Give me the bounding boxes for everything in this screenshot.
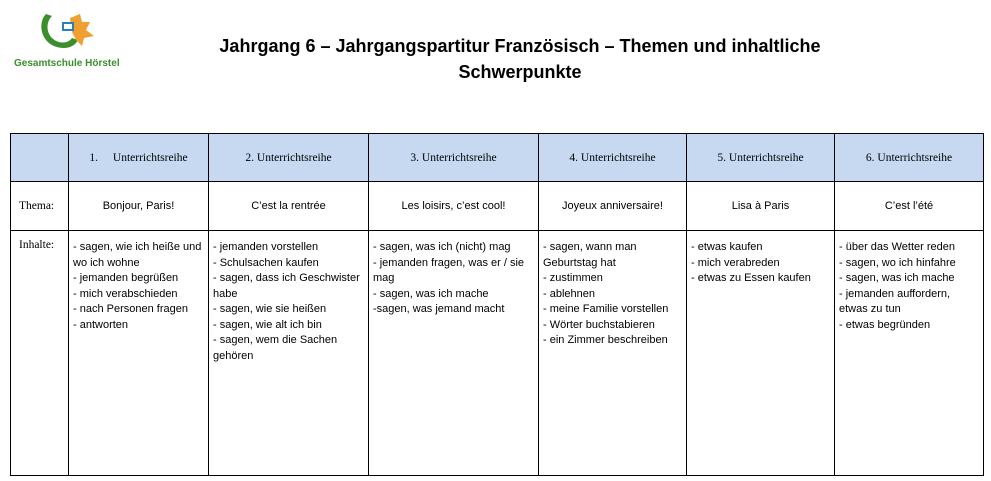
content-item: - mich verabschieden <box>73 287 178 300</box>
content-item: - antworten <box>73 318 129 331</box>
content-item: - etwas zu Essen kaufen <box>691 272 811 284</box>
title-line-1: Jahrgang 6 – Jahrgangspartitur Französisch – Themen und inhaltliche <box>219 36 821 56</box>
content-item: - ablehnen <box>543 287 595 300</box>
content-list <box>369 231 538 318</box>
header-unit-2: 2. Unterrichtsreihe <box>209 134 369 182</box>
content-unit-6 <box>835 231 984 476</box>
content-unit-4 <box>539 231 687 476</box>
theme-unit-5: Lisa à Paris <box>687 182 835 231</box>
header-unit-5: 5. Unterrichtsreihe <box>687 134 835 182</box>
content-item: - zustimmen <box>543 272 603 284</box>
header-unit-3: 3. Unterrichtsreihe <box>369 134 539 182</box>
content-list <box>209 231 368 364</box>
content-item: - sagen, wie ich heiße und wo ich wohne <box>73 241 202 269</box>
header-unit-1-number: 1. <box>89 151 99 164</box>
header-unit-1-label: Unterrichtsreihe <box>112 151 188 164</box>
content-unit-5 <box>687 231 835 476</box>
header-unit-4: 4. Unterrichtsreihe <box>539 134 687 182</box>
content-unit-1 <box>69 231 209 476</box>
theme-row-label: Thema: <box>11 182 69 231</box>
header-unit-1 <box>69 134 209 182</box>
content-item: - etwas kaufen <box>691 241 763 253</box>
content-item: - sagen, was ich mache <box>373 287 489 300</box>
page-title <box>160 33 880 85</box>
content-item: - sagen, wie alt ich bin <box>213 318 322 331</box>
content-item: - sagen, wann man Geburtstag hat <box>543 241 637 269</box>
content-item: - über das Wetter reden <box>839 241 955 253</box>
header-corner-cell <box>11 134 69 182</box>
header-unit-6: 6. Unterrichtsreihe <box>835 134 984 182</box>
content-item: - sagen, wo ich hinfahre <box>839 256 956 269</box>
content-list <box>687 231 834 287</box>
school-logo <box>14 8 126 70</box>
table-header-row <box>11 134 984 182</box>
content-item: - sagen, wem die Sachen gehören <box>213 334 338 362</box>
school-logo-icon <box>36 8 98 56</box>
theme-row <box>11 182 984 231</box>
content-list <box>835 231 983 333</box>
content-unit-2 <box>209 231 369 476</box>
content-item: - jemanden begrüßen <box>73 272 179 284</box>
curriculum-table <box>10 133 984 476</box>
theme-unit-3: Les loisirs, c’est cool! <box>369 182 539 231</box>
content-item: - jemanden auffordern, etwas zu tun <box>839 287 951 315</box>
content-item: - sagen, dass ich Geschwister habe <box>213 272 360 300</box>
content-item: - jemanden fragen, was er / sie mag <box>373 256 525 284</box>
content-item: - sagen, was ich (nicht) mag <box>373 241 511 253</box>
content-item: - nach Personen fragen <box>73 303 188 315</box>
theme-unit-2: C’est la rentrée <box>209 182 369 231</box>
content-item: - mich verabreden <box>691 256 780 269</box>
title-line-2: Schwerpunkte <box>458 62 582 82</box>
content-unit-3 <box>369 231 539 476</box>
content-item: - meine Familie vorstellen <box>543 303 669 315</box>
content-item: - etwas begründen <box>839 318 931 331</box>
theme-unit-4: Joyeux anniversaire! <box>539 182 687 231</box>
content-list <box>69 231 208 333</box>
content-list <box>539 231 686 349</box>
logo-text: Gesamtschule Hörstel <box>14 58 120 69</box>
content-row <box>11 231 984 476</box>
content-item: - ein Zimmer beschreiben <box>543 334 668 346</box>
content-item: - sagen, wie sie heißen <box>213 303 327 315</box>
content-item: - jemanden vorstellen <box>213 241 319 253</box>
content-item: - Wörter buchstabieren <box>543 318 655 331</box>
content-item: - Schulsachen kaufen <box>213 256 319 269</box>
theme-unit-6: C’est l’été <box>835 182 984 231</box>
content-row-label: Inhalte: <box>11 231 69 476</box>
content-item: -sagen, was jemand macht <box>373 303 505 315</box>
content-item: - sagen, was ich mache <box>839 272 955 284</box>
theme-unit-1: Bonjour, Paris! <box>69 182 209 231</box>
